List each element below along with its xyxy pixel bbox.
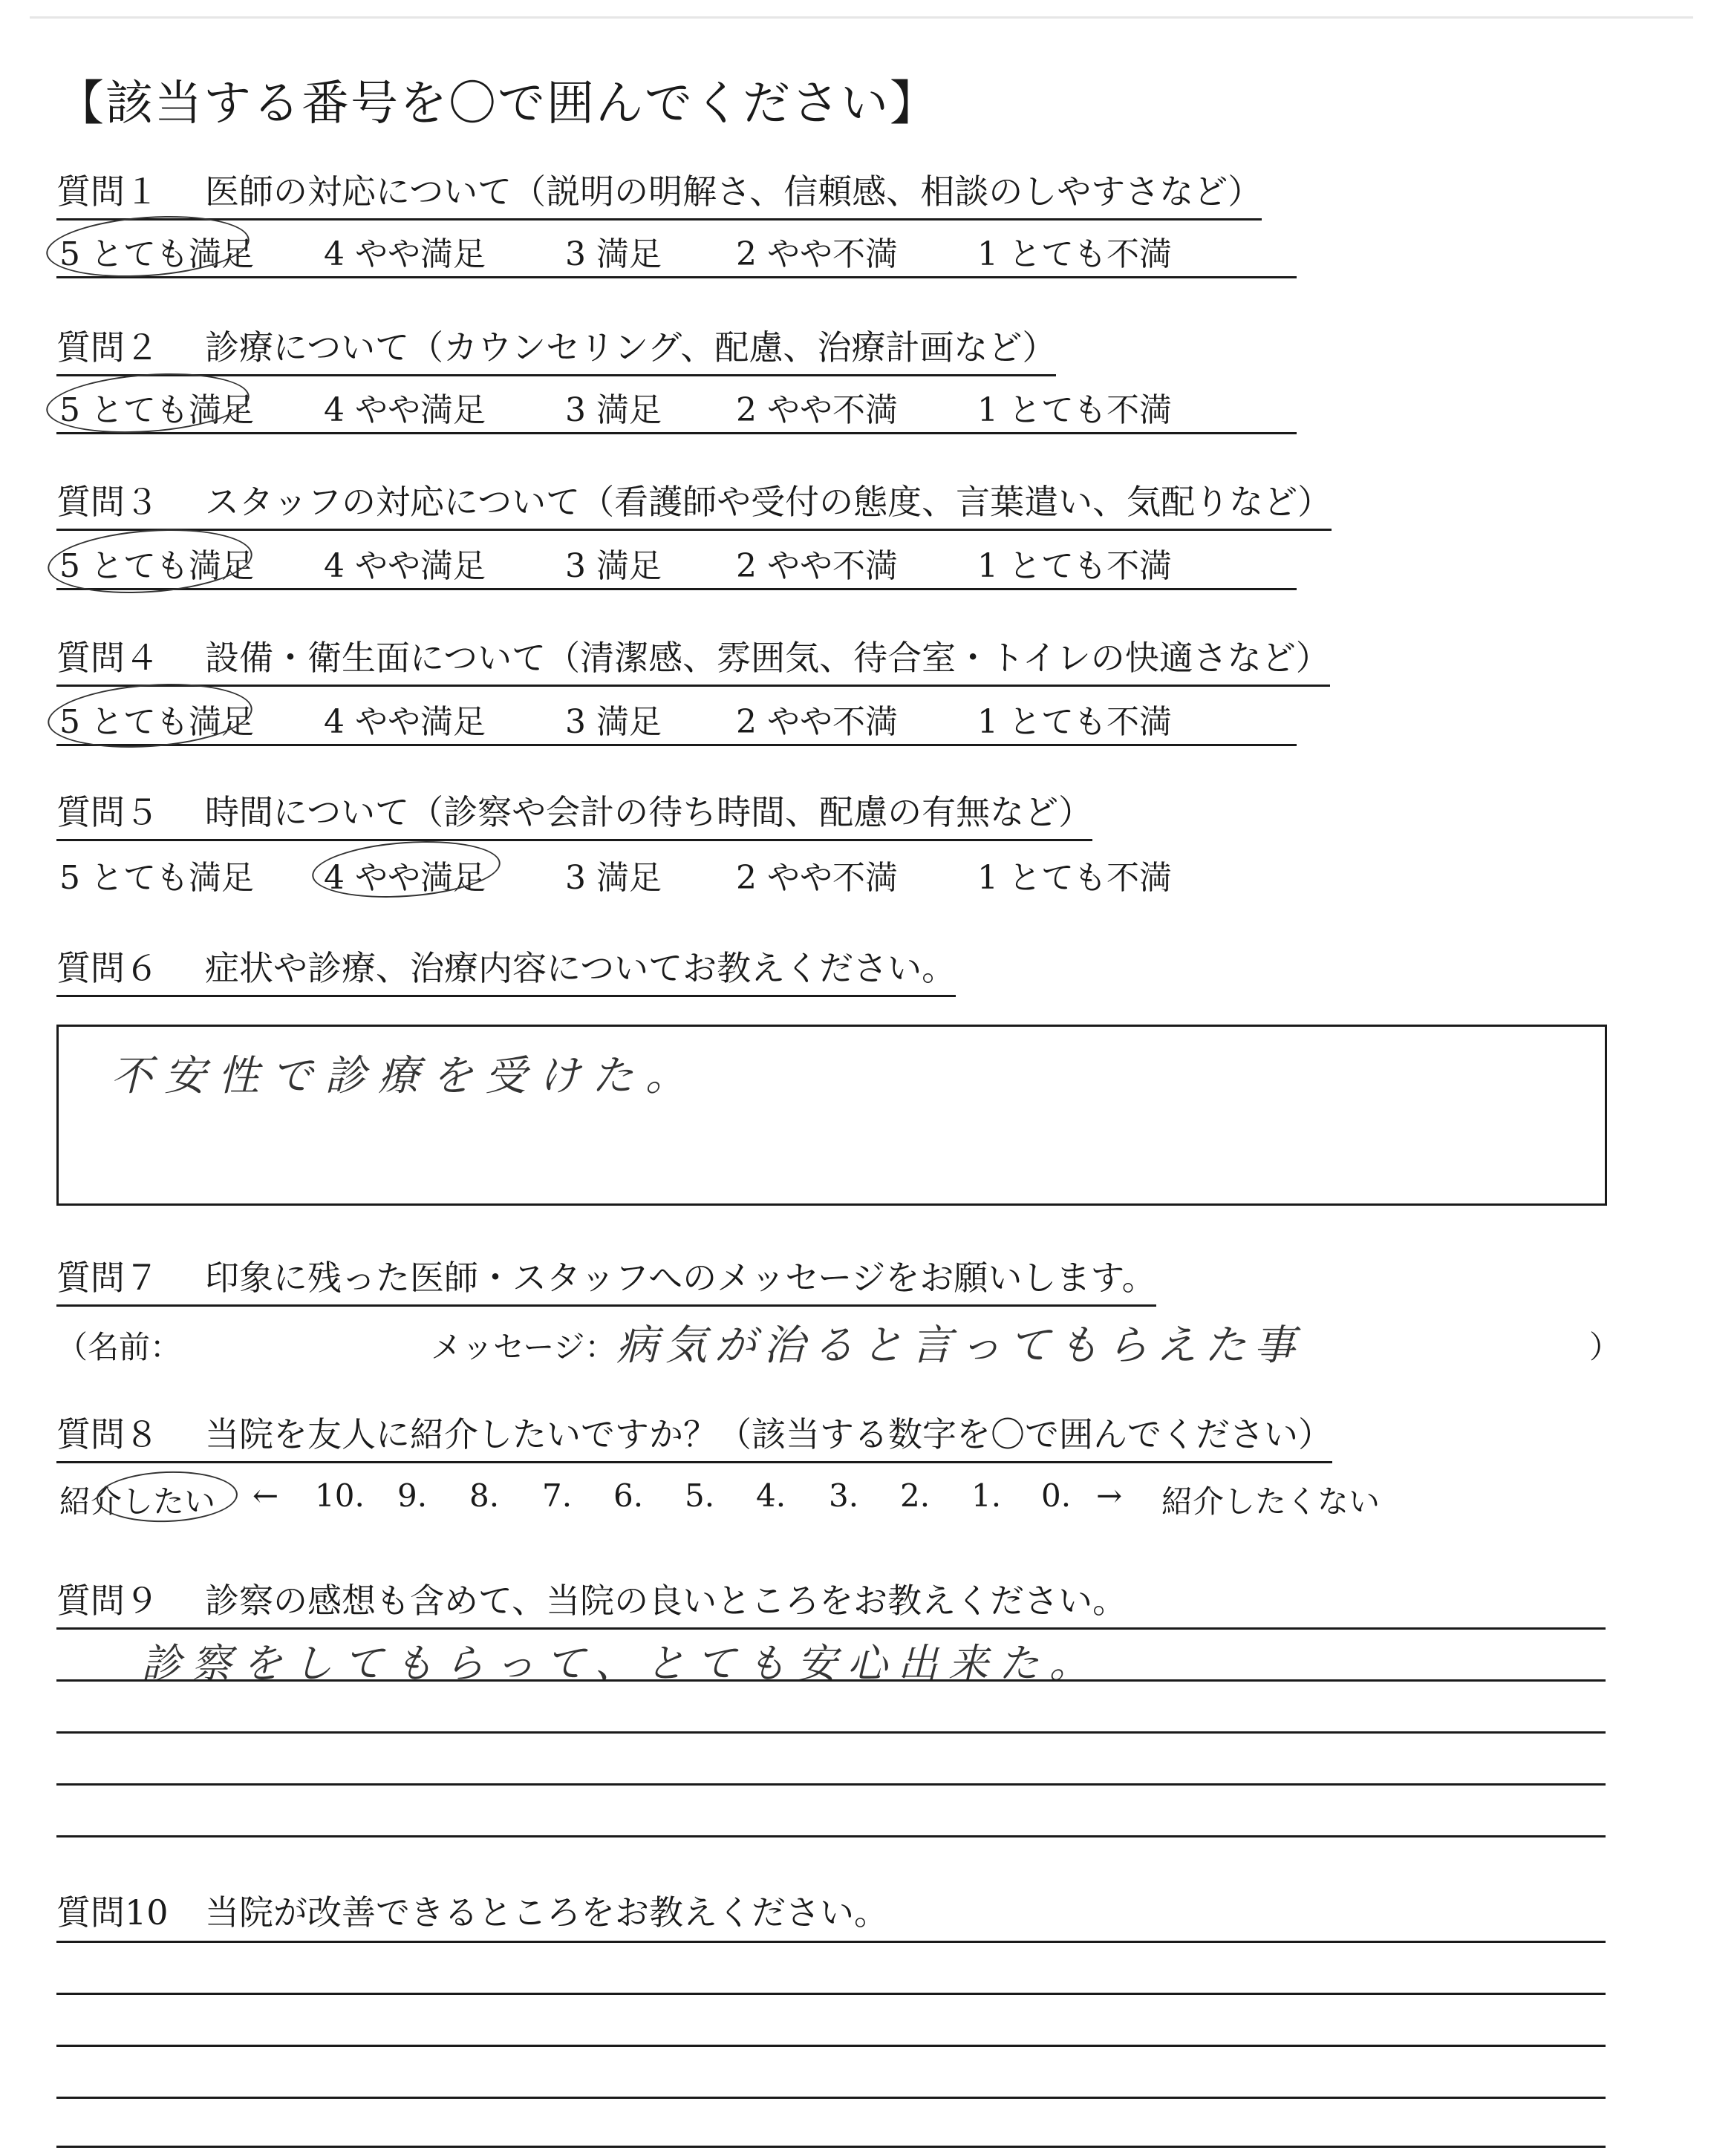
question-3-text: スタッフの対応について（看護師や受付の態度、言葉遣い、気配りなど）: [205, 482, 1332, 522]
question-2-text: 診療について（カウンセリング、配慮、治療計画など）: [205, 327, 1057, 368]
q8-scale: [59, 1477, 1396, 1522]
question-9-number: 質問９: [56, 1581, 159, 1621]
q8-arrow-right: →: [1096, 1477, 1123, 1514]
q2-option-1[interactable]: 1 とても不満: [977, 391, 1172, 429]
q1-option-5[interactable]: 5 とても満足: [59, 235, 254, 273]
q3-selection-circle: [45, 523, 254, 599]
q9-answer-line[interactable]: [56, 1679, 1606, 1682]
q7-name-label: （名前：: [56, 1329, 182, 1365]
q8-score-3[interactable]: 3.: [829, 1477, 859, 1514]
q7-message-handwriting: 病気が治ると言ってもらえた事: [616, 1322, 1303, 1370]
question-1: [56, 165, 1262, 220]
q2-option-5[interactable]: 5 とても満足: [59, 391, 254, 429]
q5-option-2[interactable]: 2 やや不満: [736, 859, 898, 897]
q8-score-1[interactable]: 1.: [971, 1477, 1002, 1514]
q2-option-2[interactable]: 2 やや不満: [736, 391, 898, 429]
question-10-text: 当院が改善できるところをお教えください。: [205, 1892, 888, 1933]
q10-answer-line[interactable]: [56, 2045, 1606, 2047]
question-1-text: 医師の対応について（説明の明解さ、信頼感、相談のしやすさなど）: [205, 172, 1262, 212]
q8-score-4[interactable]: 4.: [756, 1477, 786, 1514]
q8-score-6[interactable]: 6.: [613, 1477, 644, 1514]
question-4-text: 設備・衛生面について（清潔感、雰囲気、待合室・トイレの快適さなど）: [205, 638, 1330, 678]
question-10: [56, 1886, 888, 1935]
question-4-options: [56, 695, 1297, 746]
question-9: [56, 1574, 1127, 1623]
q1-option-3[interactable]: 3 満足: [565, 235, 662, 273]
q1-option-2[interactable]: 2 やや不満: [736, 235, 898, 273]
q2-option-4[interactable]: 4 やや満足: [324, 391, 486, 429]
q5-option-4[interactable]: 4 やや満足: [324, 859, 486, 897]
question-8-number: 質問８: [56, 1414, 159, 1454]
q8-score-7[interactable]: 7.: [542, 1477, 573, 1514]
q5-option-5[interactable]: 5 とても満足: [59, 859, 254, 897]
question-5-number: 質問５: [56, 792, 159, 832]
q7-close-paren: ）: [1589, 1329, 1621, 1365]
question-2-number: 質問２: [56, 327, 159, 368]
question-6: [56, 941, 956, 997]
q3-option-5[interactable]: 5 とても満足: [59, 547, 254, 585]
question-7-number: 質問７: [56, 1258, 159, 1298]
top-border: [30, 16, 1693, 19]
q4-option-4[interactable]: 4 やや満足: [324, 703, 486, 741]
question-8: [56, 1408, 1332, 1463]
q3-option-3[interactable]: 3 満足: [565, 547, 662, 585]
question-3-options: [56, 539, 1297, 590]
q4-option-3[interactable]: 3 満足: [565, 703, 662, 741]
question-3-number: 質問３: [56, 482, 159, 522]
q1-option-4[interactable]: 4 やや満足: [324, 235, 486, 273]
question-2-options: [56, 383, 1297, 434]
q10-answer-line[interactable]: [56, 1941, 1606, 1943]
q9-answer-line[interactable]: [56, 1783, 1606, 1786]
question-7: [56, 1251, 1156, 1307]
q3-option-1[interactable]: 1 とても不満: [977, 547, 1172, 585]
q5-option-1[interactable]: 1 とても不満: [977, 859, 1172, 897]
answer-9-handwriting: 診察をしてもらって、とても安心出来た。: [141, 1640, 1100, 1687]
question-3: [56, 475, 1332, 531]
q3-option-2[interactable]: 2 やや不満: [736, 547, 898, 585]
q10-answer-line[interactable]: [56, 2146, 1606, 2148]
q8-score-10[interactable]: 10.: [315, 1477, 365, 1514]
answer-6-handwriting: 不安性で診療を受けた。: [111, 1052, 699, 1100]
question-4-number: 質問４: [56, 638, 159, 678]
q8-score-2[interactable]: 2.: [900, 1477, 931, 1514]
q8-score-9[interactable]: 9.: [397, 1477, 428, 1514]
answer-6-box[interactable]: [56, 1025, 1607, 1206]
q8-score-0[interactable]: 0.: [1041, 1477, 1072, 1514]
q3-option-4[interactable]: 4 やや満足: [324, 547, 486, 585]
page-title: 【該当する番号を〇で囲んでください】: [56, 76, 939, 131]
q9-answer-line[interactable]: [56, 1627, 1606, 1630]
q8-recommend-label[interactable]: 紹介したい: [59, 1483, 216, 1520]
q8-score-5[interactable]: 5.: [685, 1477, 715, 1514]
q4-option-1[interactable]: 1 とても不満: [977, 703, 1172, 741]
q8-arrow-left: ←: [252, 1477, 279, 1514]
question-6-text: 症状や診療、治療内容についてお教えください。: [205, 948, 956, 988]
question-6-number: 質問６: [56, 948, 159, 988]
q1-option-1[interactable]: 1 とても不満: [977, 235, 1172, 273]
question-9-text: 診察の感想も含めて、当院の良いところをお教えください。: [205, 1581, 1127, 1621]
question-2: [56, 321, 1056, 376]
q4-option-5[interactable]: 5 とても満足: [59, 703, 254, 741]
q4-selection-circle: [45, 677, 254, 754]
q2-option-3[interactable]: 3 満足: [565, 391, 662, 429]
q10-answer-line[interactable]: [56, 1993, 1606, 1995]
q9-answer-line[interactable]: [56, 1835, 1606, 1838]
question-1-number: 質問１: [56, 172, 159, 212]
q8-not-recommend-label[interactable]: 紹介したくない: [1161, 1483, 1381, 1520]
q4-option-2[interactable]: 2 やや不満: [736, 703, 898, 741]
question-8-text: 当院を友人に紹介したいですか？（該当する数字を〇で囲んでください）: [205, 1414, 1332, 1454]
question-4: [56, 631, 1330, 687]
question-1-options: [56, 227, 1297, 278]
q9-answer-line[interactable]: [56, 1731, 1606, 1734]
question-10-number: 質問10: [56, 1892, 169, 1933]
q5-option-3[interactable]: 3 満足: [565, 859, 662, 897]
q10-answer-line[interactable]: [56, 2097, 1606, 2099]
q8-score-8[interactable]: 8.: [469, 1477, 500, 1514]
question-7-text: 印象に残った医師・スタッフへのメッセージをお願いします。: [205, 1258, 1156, 1298]
q7-message-label: メッセージ：: [431, 1329, 616, 1365]
question-5: [56, 785, 1092, 841]
question-5-options: [56, 851, 1297, 900]
question-5-text: 時間について（診察や会計の待ち時間、配慮の有無など）: [205, 792, 1093, 832]
